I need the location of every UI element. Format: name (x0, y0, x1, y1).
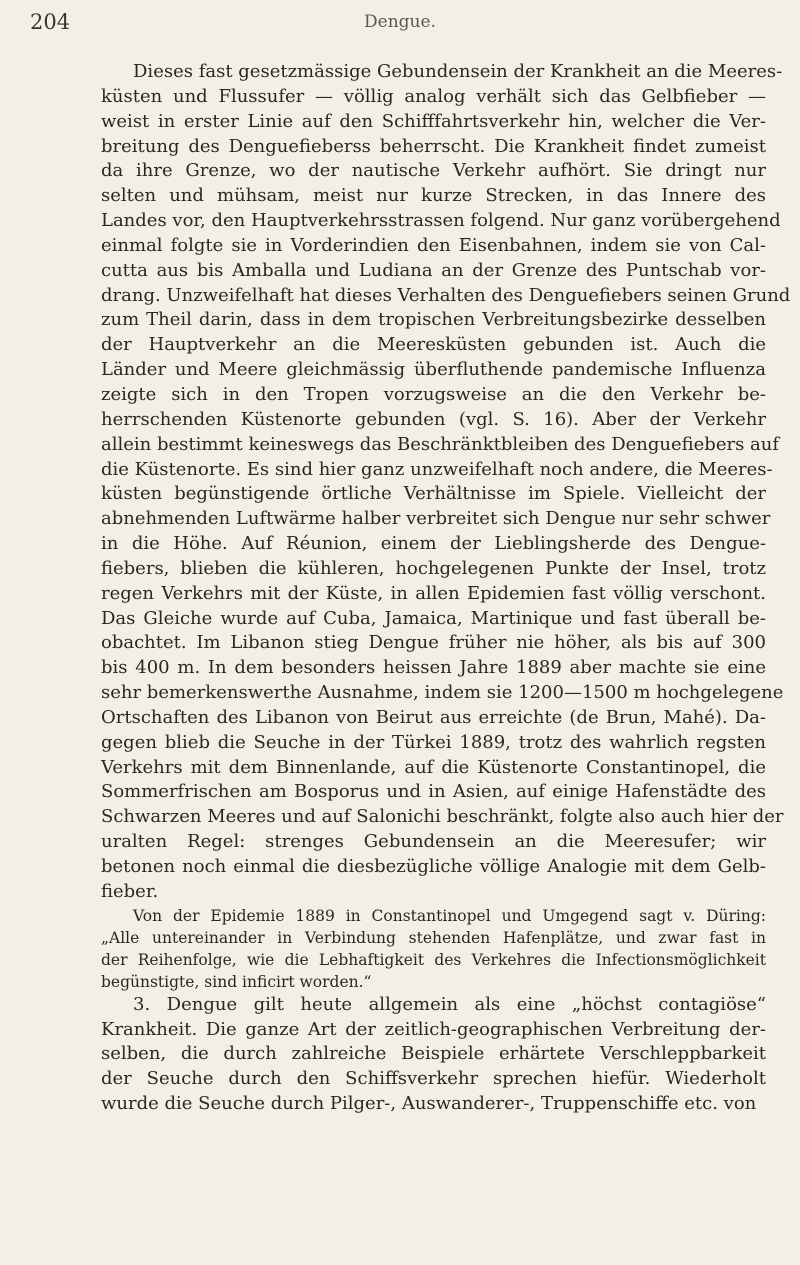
text-line: breitung des Denguefieberss beherrscht. Die Krankheit findet zumeist (101, 135, 766, 157)
text-line: Ortschaften des Libanon von Beirut aus erreichte (de Brun, Mahé). Da- (101, 706, 766, 728)
text-line: Dieses fast gesetzmässige Gebundensein der Krankheit an die Meeres- (133, 61, 783, 82)
text-line: in die Höhe. Auf Réunion, einem der Lieblingsherde des Dengue- (101, 533, 766, 555)
text-line: der Reihenfolge, wie die Lebhaftigkeit des Verkehres die Infectionsmöglichkeit (101, 950, 766, 969)
text-line: Landes vor, den Hauptverkehrsstrassen folgend. Nur ganz vorübergehend (101, 210, 781, 232)
main-paragraph (101, 60, 791, 905)
text-line: uralten Regel: strenges Gebundensein an die Meeresufer; wir (101, 831, 766, 853)
text-line: allein bestimmt keineswegs das Beschränktbleiben des Denguefiebers auf (101, 433, 780, 455)
page-header (0, 10, 800, 44)
text-line: cutta aus bis Amballa und Ludiana an der Grenze des Puntschab vor- (101, 259, 766, 281)
text-line: Von der Epidemie 1889 in Constantinopel und Umgegend sagt v. Düring: (133, 906, 766, 925)
text-line: der Hauptverkehr an die Meeresküsten gebunden ist. Auch die (101, 334, 766, 356)
quote-paragraph (101, 905, 766, 993)
page-number: 204 (30, 10, 71, 34)
text-line: Schwarzen Meeres und auf Salonichi beschränkt, folgte also auch hier der (101, 806, 784, 828)
text-line: Das Gleiche wurde auf Cuba, Jamaica, Martinique und fast überall be- (101, 607, 766, 629)
section-3-paragraph (101, 993, 766, 1117)
text-line: Verkehrs mit dem Binnenlande, auf die Küstenorte Constantinopel, die (101, 756, 766, 778)
text-line: herrschenden Küstenorte gebunden (vgl. S. 16). Aber der Verkehr (101, 408, 766, 430)
text-line: selben, die durch zahlreiche Beispiele erhärtete Verschleppbarkeit (101, 1043, 766, 1065)
text-line: betonen noch einmal die diesbezügliche völlige Analogie mit dem Gelb- (101, 856, 766, 877)
text-line: der Seuche durch den Schiffsverkehr sprechen hiefür. Wiederholt (101, 1068, 766, 1090)
text-line: bis 400 m. In dem besonders heissen Jahre 1889 aber machte sie eine (101, 657, 766, 679)
text-line: küsten und Flussufer — völlig analog verhält sich das Gelbfieber — (101, 85, 766, 107)
text-line: fieber. (101, 880, 159, 902)
text-line: die Küstenorte. Es sind hier ganz unzweifelhaft noch andere, die Meeres- (101, 458, 773, 480)
text-line: Krankheit. Die ganze Art der zeitlich-geographischen Verbreitung der- (101, 1018, 766, 1040)
text-line: gegen blieb die Seuche in der Türkei 1889, trotz des wahrlich regsten (101, 731, 766, 753)
text-line: regen Verkehrs mit der Küste, in allen Epidemien fast völlig verschont. (101, 582, 766, 604)
text-line: küsten begünstigende örtliche Verhältnisse im Spiele. Vielleicht der (101, 483, 766, 505)
text-line: abnehmenden Luftwärme halber verbreitet sich Dengue nur sehr schwer (101, 508, 771, 530)
text-line: obachtet. Im Libanon stieg Dengue früher nie höher, als bis auf 300 (101, 632, 766, 654)
page-body (101, 60, 791, 1117)
text-line: selten und mühsam, meist nur kurze Strecken, in das Innere des (101, 185, 766, 207)
text-line: begünstigte, sind inficirt worden.“ (101, 972, 372, 991)
text-line: Länder und Meere gleichmässig überfluthende pandemische Influenza (101, 359, 766, 381)
text-line: sehr bemerkenswerthe Ausnahme, indem sie 1200—1500 m hochgelegene (101, 682, 784, 704)
text-line: wurde die Seuche durch Pilger-, Auswanderer-, Truppenschiffe etc. von (101, 1093, 757, 1115)
text-line: „Alle untereinander in Verbindung stehenden Hafenplätze, und zwar fast in (101, 928, 766, 947)
text-line: zeigte sich in den Tropen vorzugsweise an die den Verkehr be- (101, 383, 766, 405)
running-head: Dengue. (364, 12, 436, 32)
text-line: zum Theil darin, dass in dem tropischen Verbreitungsbezirke desselben (101, 309, 766, 331)
text-line: 3. Dengue gilt heute allgemein als eine „höchst contagiöse“ (133, 993, 766, 1015)
text-line: Sommerfrischen am Bosporus und in Asien, auf einige Hafenstädte des (101, 781, 766, 803)
text-line: da ihre Grenze, wo der nautische Verkehr aufhört. Sie dringt nur (101, 160, 766, 182)
text-line: fiebers, blieben die kühleren, hochgelegenen Punkte der Insel, trotz (101, 557, 766, 579)
text-line: drang. Unzweifelhaft hat dieses Verhalten des Denguefiebers seinen Grund (101, 284, 791, 306)
text-line: weist in erster Linie auf den Schifffahrtsverkehr hin, welcher die Ver- (101, 110, 766, 132)
text-line: einmal folgte sie in Vorderindien den Eisenbahnen, indem sie von Cal- (101, 234, 766, 256)
